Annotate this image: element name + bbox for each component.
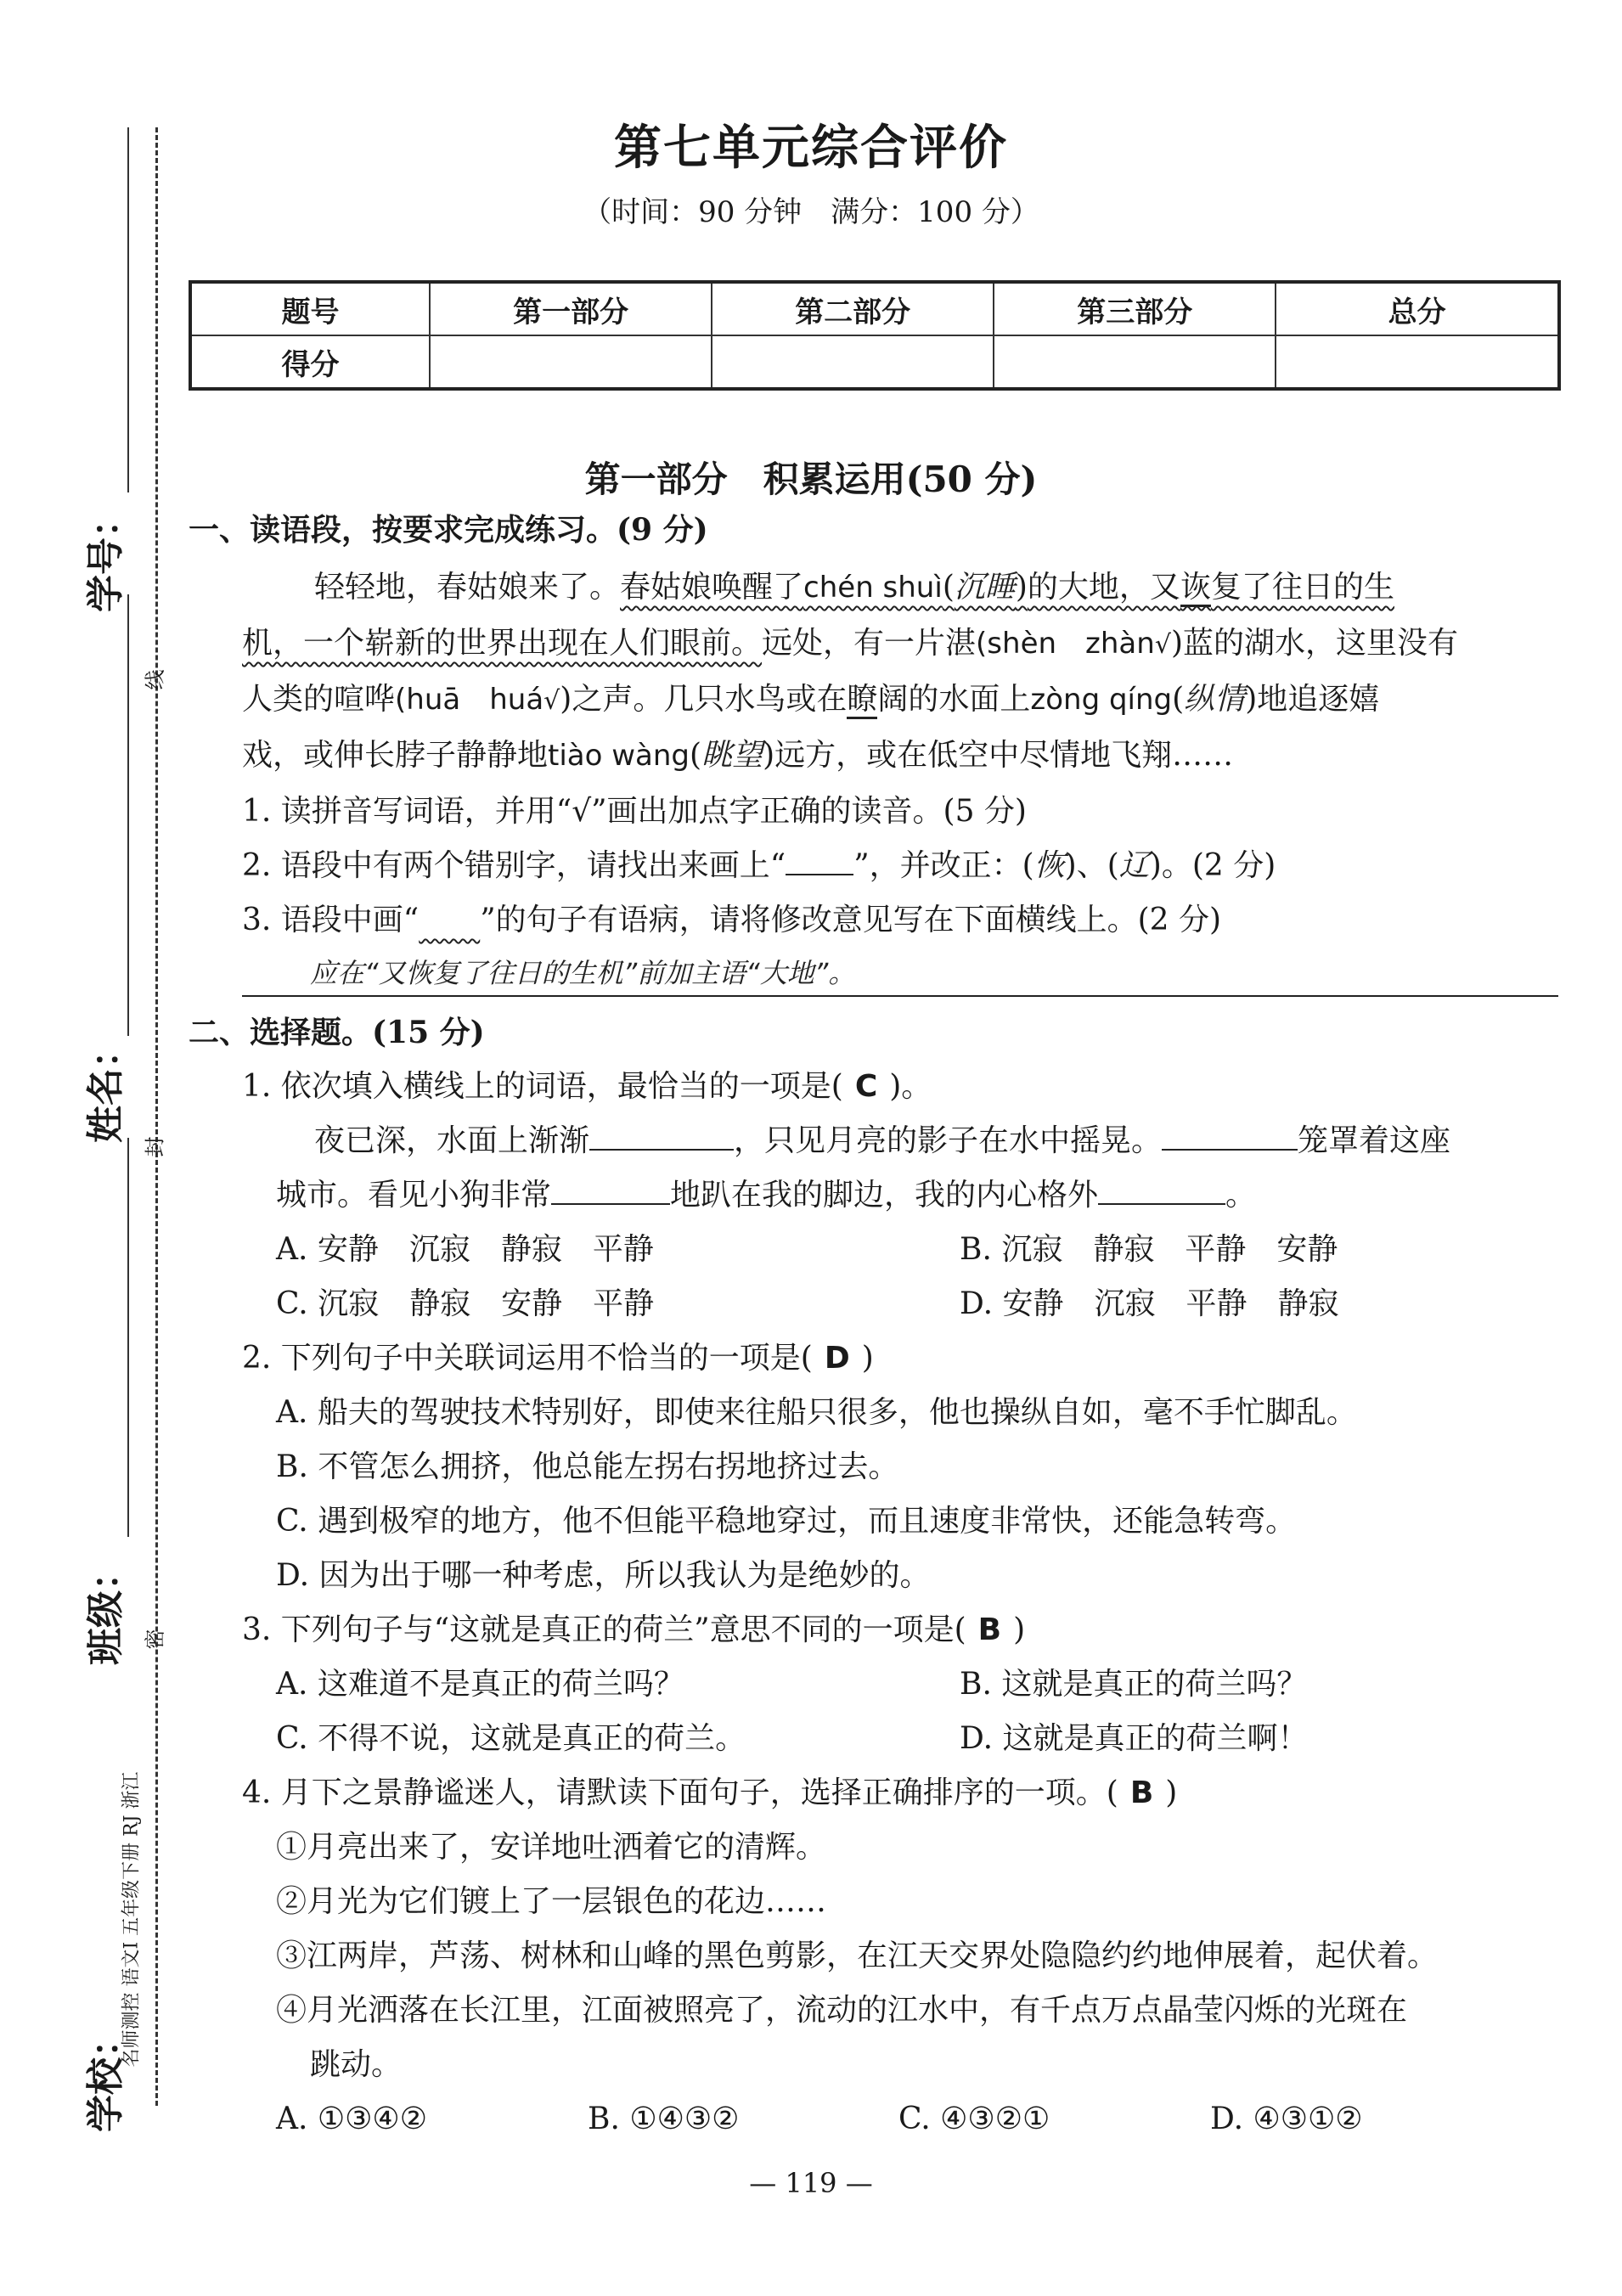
q2-heading: 二、选择题。(15 分) bbox=[189, 1015, 485, 1050]
option: C. 遇到极窄的地方，他不但能平稳地穿过，而且速度非常快，还能急转弯。 bbox=[276, 1504, 1297, 1539]
q2-item3-stem: 3. 下列句子与“这就是真正的荷兰”意思不同的一项是( B ) bbox=[242, 1612, 1026, 1647]
margin-rule bbox=[127, 127, 129, 492]
sentence: 跳动。 bbox=[310, 2047, 403, 2082]
score-table-header-row bbox=[190, 282, 1559, 335]
student-id-label: 学号： bbox=[84, 500, 127, 612]
answer-line bbox=[242, 995, 1558, 997]
q2-item4-stem: 4. 月下之景静谧迷人，请默读下面句子，选择正确排序的一项。( B ) bbox=[242, 1775, 1178, 1810]
answer-choice: D bbox=[824, 1341, 850, 1376]
answer-choice: C bbox=[854, 1069, 878, 1104]
q1-sub2: 2. 语段中有两个错别字，请找出来画上“ ”，并改正：(恢)、(辽)。(2 分) bbox=[242, 848, 1276, 883]
score-table-cell: 第一部分 bbox=[430, 282, 712, 335]
score-table-cell: 第二部分 bbox=[712, 282, 994, 335]
option: D. 这就是真正的荷兰啊！ bbox=[960, 1721, 1309, 1756]
option: D. 因为出于哪一种考虑，所以我认为是绝妙的。 bbox=[276, 1558, 931, 1593]
score-input-part1[interactable] bbox=[430, 335, 712, 389]
option: D. 安静 沉寂 平静 静寂 bbox=[960, 1286, 1339, 1321]
book-info: 名师测控 语文Ⅰ 五年级下册 RJ 浙江 bbox=[121, 1770, 143, 2068]
check-mark-icon: √ bbox=[1154, 630, 1171, 660]
score-table-score-row bbox=[190, 335, 1559, 389]
q1-sub1: 1. 读拼音写词语，并用“√”画出加点字正确的读音。(5 分) bbox=[242, 794, 1027, 829]
score-table-cell: 题号 bbox=[190, 282, 430, 335]
handwritten-answer: 辽 bbox=[1118, 848, 1150, 883]
margin-rule bbox=[127, 1138, 129, 1537]
handwritten-answer: 眺望 bbox=[701, 738, 763, 773]
q2-item2-stem: 2. 下列句子中关联词运用不恰当的一项是( D ) bbox=[242, 1341, 874, 1376]
q1-heading: 一、读语段，按要求完成练习。(9 分) bbox=[189, 512, 708, 548]
check-mark-icon: √ bbox=[543, 686, 560, 716]
q1-passage-line4: 戏，或伸长脖子静静地tiào wàng(眺望)远方，或在低空中尽情地飞翔…… bbox=[242, 738, 1234, 773]
wrong-char-marked: 瞭 bbox=[847, 682, 877, 719]
sentence: ③江两岸，芦荡、树林和山峰的黑色剪影，在江天交界处隐隐约约地伸展着，起伏着。 bbox=[276, 1939, 1439, 1973]
handwritten-answer: 恢 bbox=[1033, 848, 1065, 883]
wrong-char-marked: 诙 bbox=[1180, 570, 1211, 607]
q2-item1-text1: 夜已深，水面上渐渐 ，只见月亮的影子在水中摇晃。 笼罩着这座 bbox=[314, 1123, 1451, 1158]
score-input-part2[interactable] bbox=[712, 335, 994, 389]
option: B. ①④③② bbox=[588, 2102, 740, 2136]
q1-passage-line3: 人类的喧哗(huā huá√)之声。几只水鸟或在瞭阔的水面上zòng qíng(纵情)地追逐嬉 bbox=[242, 679, 1379, 722]
answer-choice: B bbox=[1129, 1775, 1154, 1810]
q1-sub3-answer: 应在“又恢复了往日的生机”前加主语“大地”。 bbox=[310, 957, 856, 989]
score-table-cell: 得分 bbox=[190, 335, 430, 389]
margin-mark-close: 密 bbox=[143, 1629, 167, 1649]
option: B. 沉寂 静寂 平静 安静 bbox=[960, 1232, 1338, 1267]
option: C. 沉寂 静寂 安静 平静 bbox=[276, 1286, 655, 1321]
option: A. 这难道不是真正的荷兰吗？ bbox=[276, 1667, 684, 1702]
score-input-part3[interactable] bbox=[994, 335, 1276, 389]
page-title: 第七单元综合评价 bbox=[614, 121, 1008, 176]
score-table-cell: 第三部分 bbox=[994, 282, 1276, 335]
answer-choice: B bbox=[977, 1612, 1002, 1647]
option: A. ①③④② bbox=[276, 2102, 427, 2136]
score-table-cell: 总分 bbox=[1276, 282, 1559, 335]
option: C. ④③②① bbox=[898, 2102, 1050, 2136]
q1-passage-line1: 轻轻地，春姑娘来了。春姑娘唤醒了chén shuì(沉睡)的大地，又诙复了往日的生 bbox=[314, 567, 1394, 608]
option: A. 船夫的驾驶技术特别好，即使来往船只很多，他也操纵自如，毫不手忙脚乱。 bbox=[276, 1395, 1357, 1430]
exam-time-info: （时间：90 分钟 满分：100 分） bbox=[583, 195, 1039, 229]
score-input-total[interactable] bbox=[1276, 335, 1559, 389]
sentence: ④月光洒落在长江里，江面被照亮了，流动的江水中，有千点万点晶莹闪烁的光斑在 bbox=[276, 1993, 1408, 2028]
option: C. 不得不说，这就是真正的荷兰。 bbox=[276, 1721, 746, 1756]
option: A. 安静 沉寂 静寂 平静 bbox=[276, 1232, 654, 1267]
sentence: ①月亮出来了，安详地吐洒着它的清辉。 bbox=[276, 1830, 827, 1865]
margin-mark-line: 线 bbox=[143, 669, 167, 689]
option: B. 不管怎么拥挤，他总能左拐右拐地挤过去。 bbox=[276, 1449, 899, 1484]
sentence: ②月光为它们镀上了一层银色的花边…… bbox=[276, 1884, 827, 1919]
class-label: 班级： bbox=[84, 1553, 127, 1665]
part1-title: 第一部分 积累运用(50 分) bbox=[584, 459, 1038, 500]
q2-item1-text2: 城市。看见小狗非常 地趴在我的脚边，我的内心格外 。 bbox=[276, 1178, 1257, 1213]
q1-passage-line2: 机，一个崭新的世界出现在人们眼前。远处，有一片湛(shèn zhàn√)蓝的湖水，这里没有 bbox=[242, 626, 1458, 661]
name-label: 姓名： bbox=[84, 1031, 127, 1143]
q1-sub3: 3. 语段中画“ ”的句子有语病，请将修改意见写在下面横线上。(2 分) bbox=[242, 903, 1222, 937]
handwritten-answer: 纵情 bbox=[1184, 682, 1246, 717]
handwritten-answer: 沉睡 bbox=[954, 570, 1016, 605]
option: D. ④③①② bbox=[1210, 2102, 1363, 2136]
score-table bbox=[189, 280, 1561, 391]
page-number: — 119 — bbox=[749, 2167, 873, 2199]
margin-mark-seal: 封 bbox=[143, 1136, 167, 1156]
option: B. 这就是真正的荷兰吗？ bbox=[960, 1667, 1308, 1702]
school-label: 学校： bbox=[84, 2020, 127, 2132]
q2-item1-stem: 1. 依次填入横线上的词语，最恰当的一项是( C )。 bbox=[242, 1069, 932, 1104]
